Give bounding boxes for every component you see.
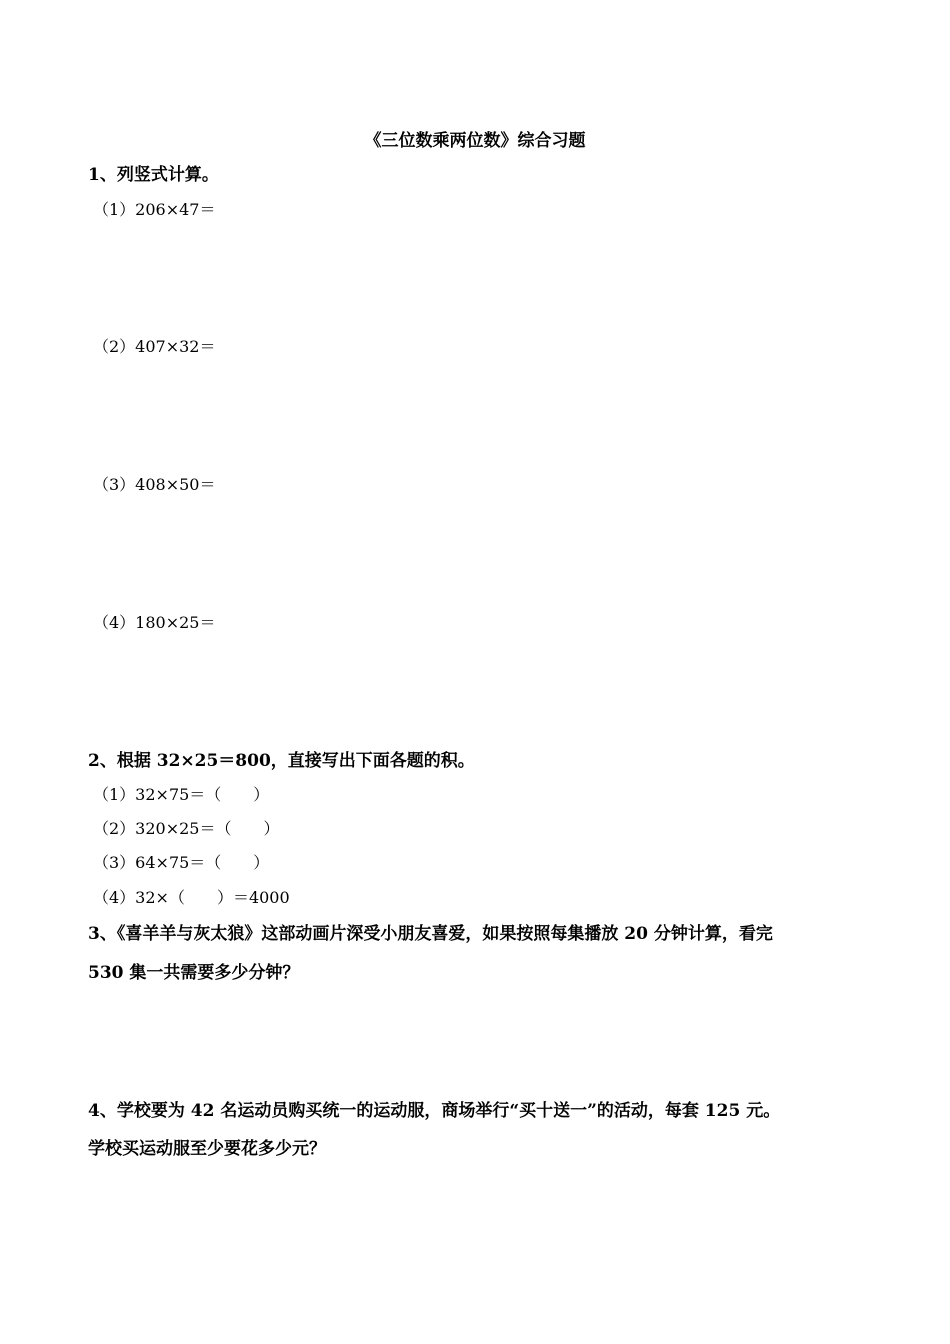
question-3-line-2: 530 集一共需要多少分钟？ xyxy=(88,963,300,983)
question-2-item-3: （3）64×75＝（ ） xyxy=(93,853,270,872)
page-title: 《三位数乘两位数》综合习题 xyxy=(364,131,586,151)
question-2-item-1: （1）32×75＝（ ） xyxy=(93,785,270,804)
question-3-line-1: 3、《喜羊羊与灰太狼》这部动画片深受小朋友喜爱，如果按照每集播放 20 分钟计算，看完 xyxy=(88,924,773,944)
question-1-item-3: （3）408×50＝ xyxy=(93,475,216,494)
question-2-item-4: （4）32×（ ）＝4000 xyxy=(93,888,290,907)
question-2-item-2: （2）320×25＝（ ） xyxy=(93,819,280,838)
question-2-heading: 2、根据 32×25＝800，直接写出下面各题的积。 xyxy=(88,751,475,771)
question-4-line-2: 学校买运动服至少要花多少元？ xyxy=(88,1139,326,1159)
question-4-line-1: 4、学校要为 42 名运动员购买统一的运动服，商场举行“买十送一”的活动，每套 125 元。 xyxy=(88,1101,781,1121)
question-1-item-1: （1）206×47＝ xyxy=(93,200,216,219)
question-1-item-2: （2）407×32＝ xyxy=(93,337,216,356)
question-1-item-4: （4）180×25＝ xyxy=(93,613,216,632)
question-1-heading: 1、列竖式计算。 xyxy=(88,165,219,185)
